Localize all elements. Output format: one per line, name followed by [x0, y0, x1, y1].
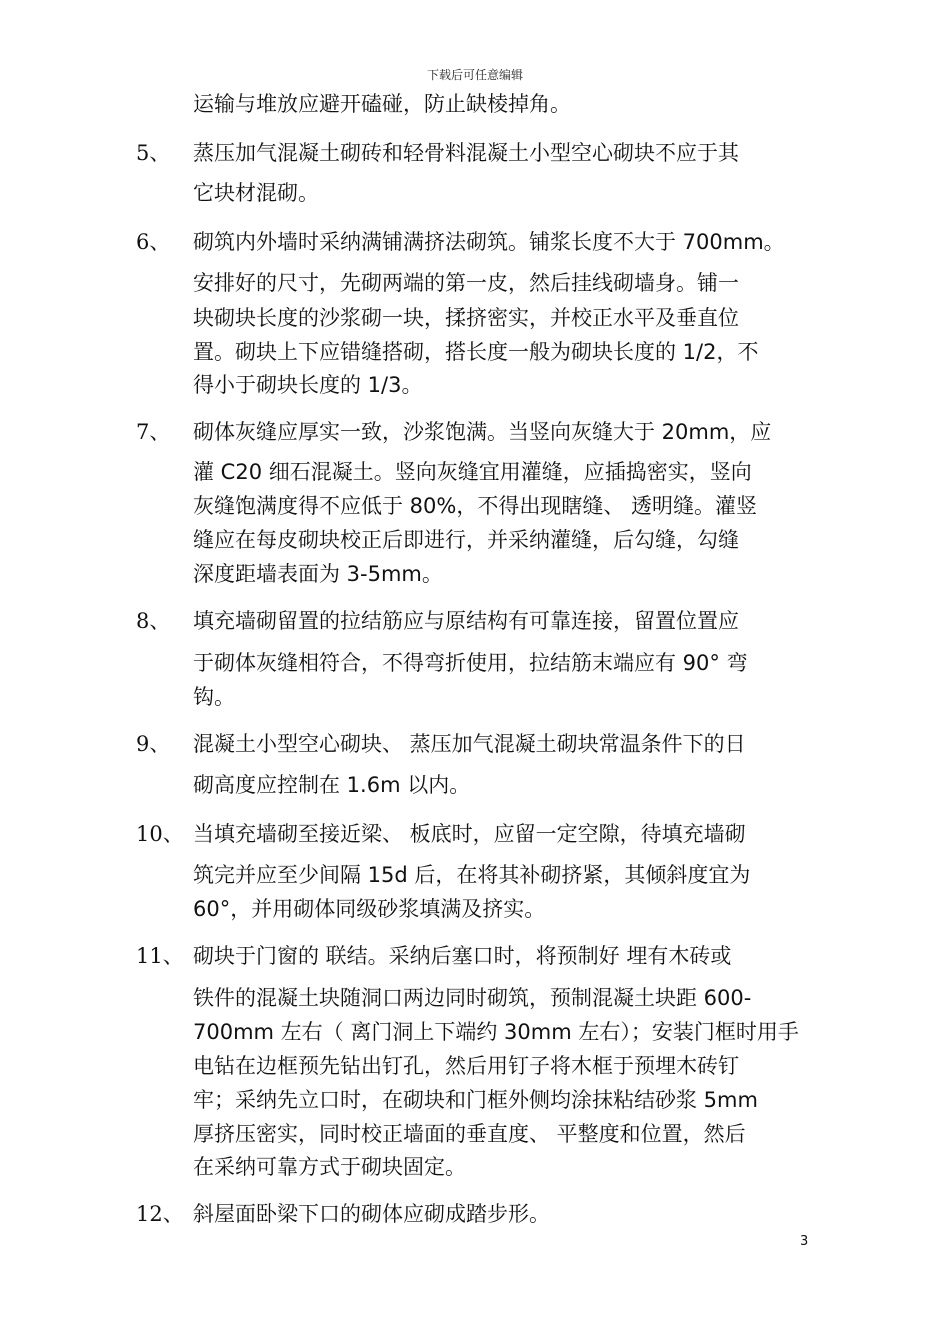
- item-line: 60°，并用砌体同级砂浆填满及挤实。: [193, 897, 546, 921]
- item-line: 当填充墙砌至接近梁、 板底时，应留一定空隙，待填充墙砌: [193, 822, 746, 846]
- item-number: 12、: [136, 1202, 184, 1226]
- item-number: 6、: [136, 230, 171, 254]
- item-line: 铁件的混凝土块随洞口两边同时砌筑，预制混凝土块距 600-: [193, 986, 752, 1010]
- item-line: 钩。: [193, 685, 235, 709]
- item-line: 牢；采纳先立口时，在砌块和门框外侧均涂抹粘结砂浆 5mm: [193, 1088, 758, 1112]
- item-line: 它块材混砌。: [193, 181, 319, 205]
- item-number: 7、: [136, 420, 171, 444]
- item-line: 得小于砌块长度的 1/3。: [193, 373, 423, 397]
- item-line: 在采纳可靠方式于砌块固定。: [193, 1155, 466, 1179]
- item-line: 块砌块长度的沙浆砌一块，揉挤密实，并校正水平及垂直位: [193, 306, 739, 330]
- item-line: 砌体灰缝应厚实一致，沙浆饱满。当竖向灰缝大于 20mm，应: [193, 420, 772, 444]
- item-line: 灰缝饱满度得不应低于 80%，不得出现瞎缝、 透明缝。灌竖: [193, 494, 758, 518]
- item-line: 筑完并应至少间隔 15d 后，在将其补砌挤紧，其倾斜度宜为: [193, 863, 751, 887]
- item-number: 10、: [136, 822, 184, 846]
- item-line: 700mm 左右（ 离门洞上下端约 30mm 左右）；安装门框时用手: [193, 1020, 799, 1044]
- item-line: 填充墙砌留置的拉结筋应与原结构有可靠连接，留置位置应: [193, 609, 739, 633]
- item-line: 缝应在每皮砌块校正后即进行，并采纳灌缝，后勾缝，勾缝: [193, 528, 739, 552]
- item-line: 灌 C20 细石混凝土。竖向灰缝宜用灌缝，应插捣密实，竖向: [193, 460, 752, 484]
- item-line: 砌块于门窗的 联结。采纳后塞口时，将预制好 埋有木砖或: [193, 944, 732, 968]
- item-line: 混凝土小型空心砌块、 蒸压加气混凝土砌块常温条件下的日: [193, 732, 746, 756]
- page-number: 3: [800, 1234, 809, 1249]
- item-line: 砌筑内外墙时采纳满铺满挤法砌筑。铺浆长度不大于 700mm。: [193, 230, 785, 254]
- item-line: 斜屋面卧梁下口的砌体应砌成踏步形。: [193, 1202, 550, 1226]
- item-line: 砌高度应控制在 1.6m 以内。: [193, 773, 471, 797]
- item-line: 蒸压加气混凝土砌砖和轻骨料混凝土小型空心砌块不应于其: [193, 141, 739, 165]
- item-line: 置。砌块上下应错缝搭砌，搭长度一般为砌块长度的 1/2，不: [193, 340, 759, 364]
- item-line: 安排好的尺寸，先砌两端的第一皮，然后挂线砌墙身。铺一: [193, 271, 739, 295]
- page-header: 下载后可任意编辑: [426, 68, 523, 82]
- item-line: 于砌体灰缝相符合，不得弯折使用，拉结筋末端应有 90° 弯: [193, 651, 748, 675]
- item-line: 电钻在边框预先钻出钉孔，然后用钉子将木框于预埋木砖钉: [193, 1054, 739, 1078]
- item-line: 厚挤压密实，同时校正墙面的垂直度、 平整度和位置，然后: [193, 1122, 746, 1146]
- item-number: 11、: [136, 944, 184, 968]
- item-line: 深度距墙表面为 3-5mm。: [193, 562, 443, 586]
- continuation-line: 运输与堆放应避开磕碰，防止缺棱掉角。: [193, 92, 571, 116]
- item-number: 8、: [136, 609, 171, 633]
- item-number: 9、: [136, 732, 171, 756]
- item-number: 5、: [136, 141, 171, 165]
